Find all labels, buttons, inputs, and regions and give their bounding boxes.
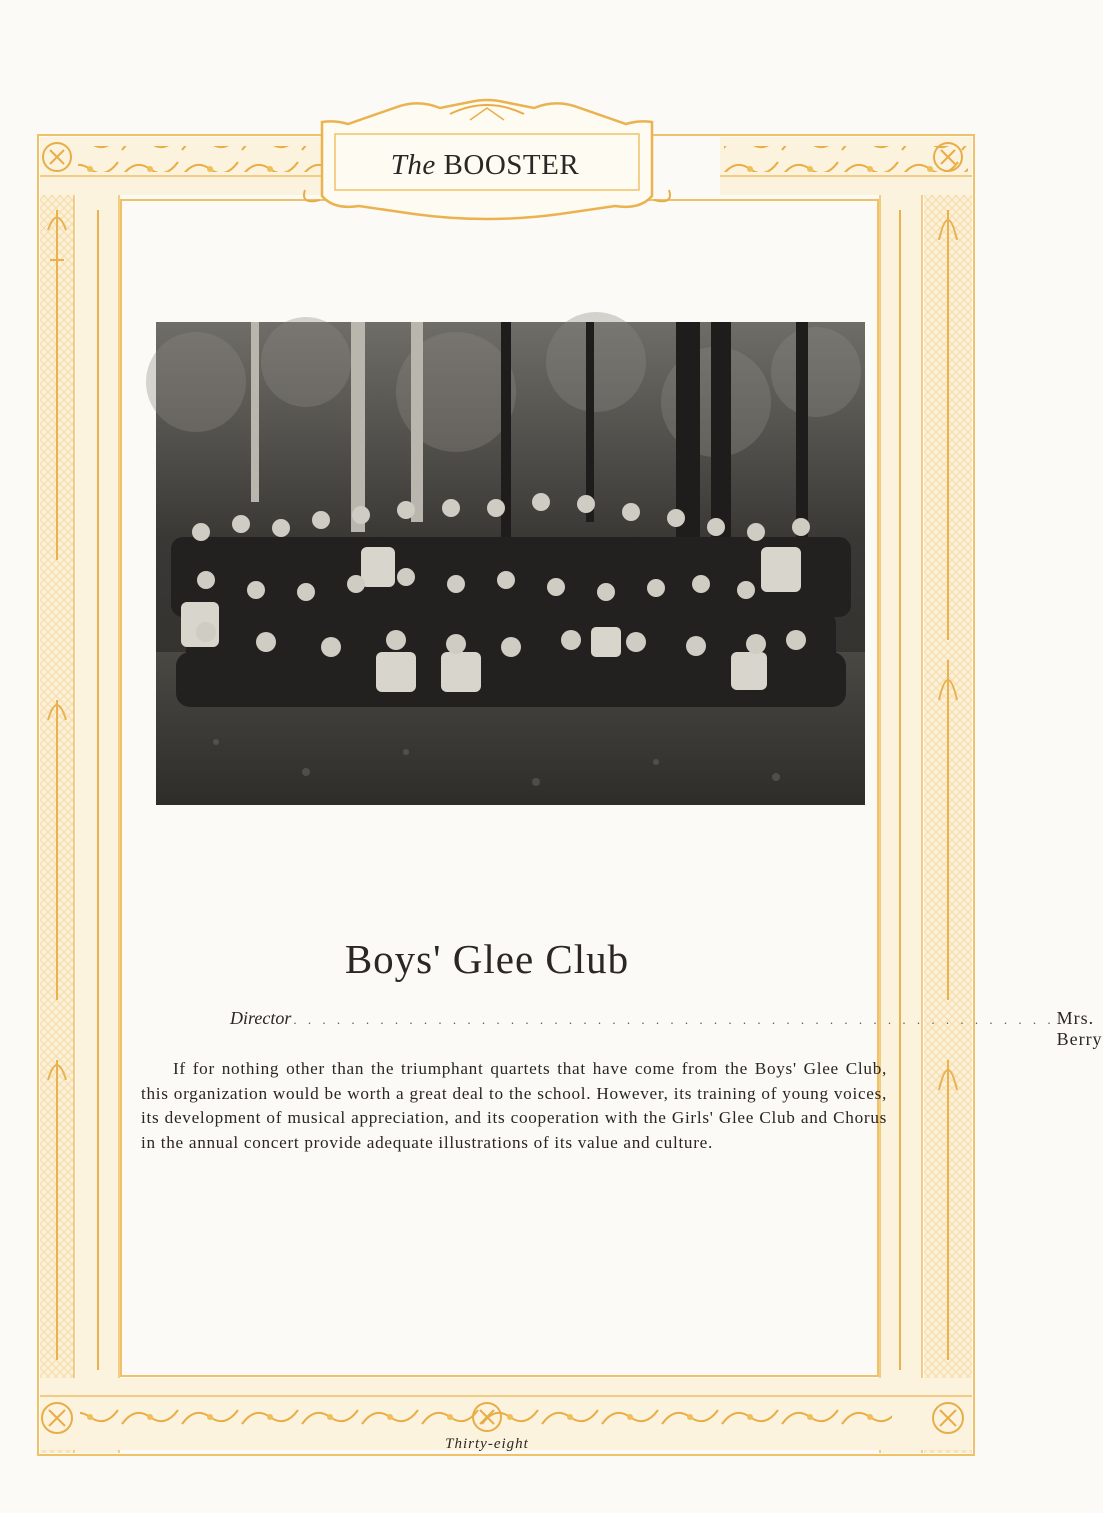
article-heading: Boys' Glee Club	[344, 936, 630, 982]
director-name: Mrs. Berry	[1056, 1008, 1103, 1049]
director-line	[230, 1008, 1103, 1049]
director-label: Director	[230, 1008, 292, 1028]
group-photo	[156, 322, 865, 805]
page-number: Thirty-eight	[445, 1436, 529, 1452]
header-title: BOOSTER	[443, 149, 580, 181]
header-the: The	[390, 149, 436, 181]
leader-dots: . . . . . . . . . . . . . . . . . . . . . . . . . . . . . . . . . . . . . . . . . . . . . . . . . . . . .	[293, 1012, 1055, 1027]
article-body: If for nothing other than the triumphant quartets that have come from the Boys' Glee Club, this organization would be worth a great deal to the school. However, its training of young voices, its development of musical appreciation, and its cooperation with the Girls' Glee Club and Chorus in the annual concert provide adequate illustrations of its value and culture.	[141, 1059, 887, 1152]
running-header	[330, 140, 640, 190]
group-photo-image	[156, 322, 865, 805]
